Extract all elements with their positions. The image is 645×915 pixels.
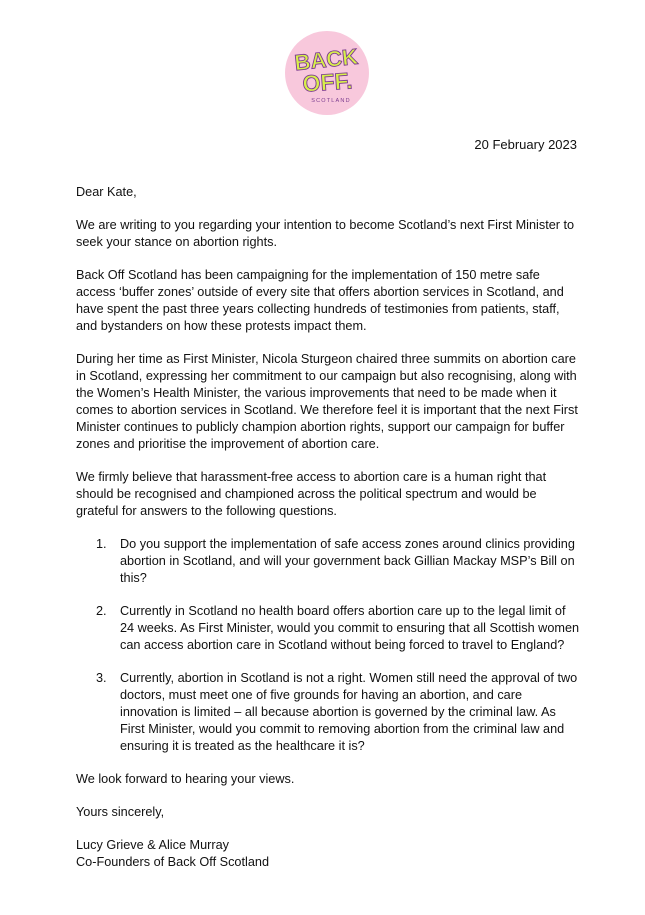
question-text: Do you support the implementation of safe access zones around clinics providing abortion in Scotland, and will your government back Gillian Mackay MSP’s Bill on this? (120, 537, 575, 585)
paragraph-campaign: Back Off Scotland has been campaigning for the implementation of 150 metre safe access ‘buffer zones’ outside of every site that offers abortion services in Scotland, and have spent the past three years collecting hundreds of testimonies from patients, staff, and bystanders on how these protests impact them. (76, 268, 564, 333)
question-item (76, 536, 580, 587)
signatory-title: Co-Founders of Back Off Scotland (76, 855, 269, 869)
question-number: 1. (96, 537, 107, 551)
question-item (76, 670, 580, 755)
closing-line: We look forward to hearing your views. (76, 772, 295, 786)
signatories: Lucy Grieve & Alice Murray (76, 838, 230, 852)
logo-graphic (284, 30, 370, 116)
logo-text-back: BACK (293, 43, 360, 76)
closing (76, 771, 580, 821)
logo-text-scotland: SCOTLAND (311, 98, 351, 104)
back-off-scotland-logo (284, 30, 370, 116)
logo-text-off: OFF. (301, 67, 354, 97)
letter-body (76, 184, 580, 871)
paragraph-first-minister: During her time as First Minister, Nicola Sturgeon chaired three summits on abortion care in Scotland, expressing her commitment to our campaign but also recognising, along with the Women’s Health Minister, the various improvements that need to be made when it comes to abortion services in Scotland. We therefore feel it is important that the next First Minister continues to publicly champion abortion rights, support our campaign for buffer zones and prioritise the improvement of abortion care. (76, 352, 578, 451)
question-number: 2. (96, 604, 107, 618)
question-item (76, 603, 580, 654)
paragraph-belief: We firmly believe that harassment-free access to abortion care is a human right that should be recognised and championed across the political spectrum and would be grateful for answers to the following questions. (76, 470, 547, 518)
salutation: Dear Kate, (76, 185, 137, 199)
questions-list (76, 536, 580, 755)
question-text: Currently in Scotland no health board offers abortion care up to the legal limit of 24 weeks. As First Minister, would you commit to ensuring that all Scottish women can access abortion care in Scotland without being forced to travel to England? (120, 604, 580, 652)
paragraph-intro: We are writing to you regarding your intention to become Scotland’s next First Minister to seek your stance on abortion rights. (76, 218, 575, 249)
letter-date: 20 February 2023 (474, 137, 577, 152)
question-number: 3. (96, 671, 107, 685)
question-text: Currently, abortion in Scotland is not a right. Women still need the approval of two doctors, must meet one of five grounds for having an abortion, and care innovation is limited – all because abortion is governed by the criminal law. As First Minister, would you commit to removing abortion from the criminal law and ensuring it is treated as the healthcare it is? (120, 671, 578, 753)
sign-off: Yours sincerely, (76, 805, 165, 819)
signature-block (76, 837, 580, 871)
